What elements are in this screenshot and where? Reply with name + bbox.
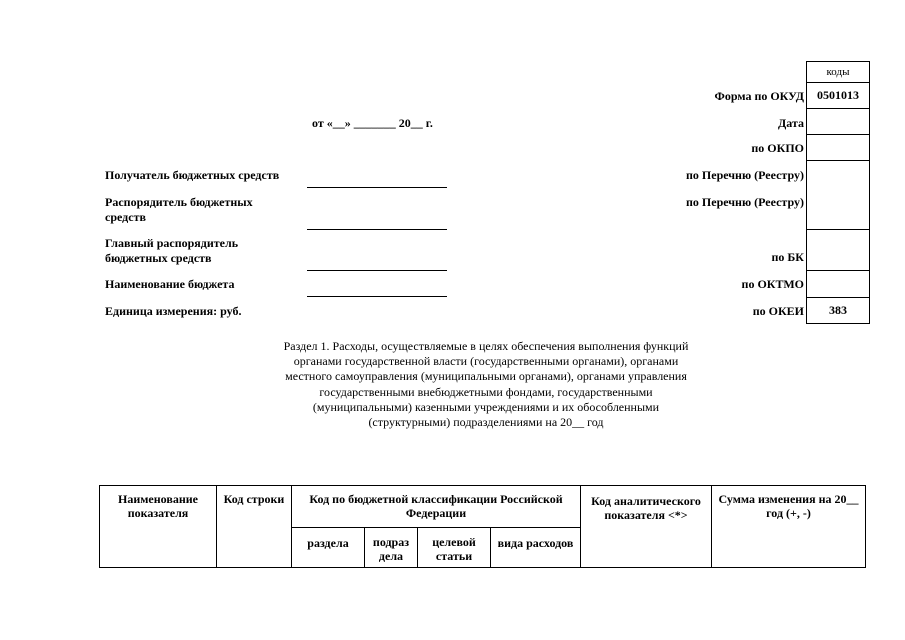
- budget-name-label: Наименование бюджета: [105, 277, 235, 291]
- col-header-kbk: Код по бюджетной классификации Российской Федерации: [292, 486, 581, 528]
- bk-label: по БК: [771, 250, 804, 264]
- bk-code-cell[interactable]: [807, 230, 869, 271]
- date-code-cell[interactable]: [807, 109, 869, 135]
- perechen-code-cell[interactable]: [807, 161, 869, 230]
- recipient-field[interactable]: [307, 187, 447, 188]
- recipient-label: Получатель бюджетных средств: [105, 168, 280, 182]
- okei-code: 383: [807, 298, 869, 324]
- section-title: Раздел 1. Расходы, осуществляемые в целях обеспечения выполнения функций органами государственной власти (государственными органами), органами местного самоуправления (муниципальными органами), органами управления государственными внебюджетными фондами, государственными (муниципальными) казенными учреждениями и их обособленными (структурными) подразделениями на 20__ год: [283, 339, 689, 430]
- oktmo-code-cell[interactable]: [807, 271, 869, 298]
- col-header-code: Код строки: [217, 486, 292, 568]
- sub-header-celevoi: целевой статьи: [418, 528, 491, 568]
- okpo-code-cell[interactable]: [807, 135, 869, 161]
- okei-label: по ОКЕИ: [752, 304, 804, 318]
- perechen-label-2: по Перечню (Реестру): [686, 195, 804, 209]
- okud-label: Форма по ОКУД: [714, 89, 804, 103]
- col-header-analytic: Код аналитического показателя <*>: [581, 486, 712, 568]
- perechen-label-1: по Перечню (Реестру): [686, 168, 804, 182]
- col-header-sum: Сумма изменения на 20__ год (+, -): [712, 486, 866, 568]
- codes-column: [806, 61, 870, 324]
- budget-name-field[interactable]: [307, 296, 447, 297]
- distributor-label: Распорядитель бюджетных средств: [105, 195, 253, 224]
- codes-header: коды: [807, 62, 869, 83]
- distributor-field[interactable]: [307, 229, 447, 230]
- oktmo-label: по ОКТМО: [741, 277, 804, 291]
- date-label: Дата: [778, 116, 804, 130]
- document-date-line: от «__» _______ 20__ г.: [312, 116, 433, 130]
- okpo-label: по ОКПО: [751, 141, 804, 155]
- sub-header-vid: вида расходов: [491, 528, 581, 568]
- okud-code: 0501013: [807, 83, 869, 109]
- chief-distributor-label: Главный распорядитель бюджетных средств: [105, 236, 239, 265]
- unit-label: Единица измерения: руб.: [105, 304, 242, 318]
- expenses-table: [99, 485, 866, 568]
- chief-distributor-field[interactable]: [307, 270, 447, 271]
- col-header-name: Наименование показателя: [100, 486, 217, 568]
- sub-header-razdel: раздела: [292, 528, 365, 568]
- sub-header-podrazdel: подраз дела: [365, 528, 418, 568]
